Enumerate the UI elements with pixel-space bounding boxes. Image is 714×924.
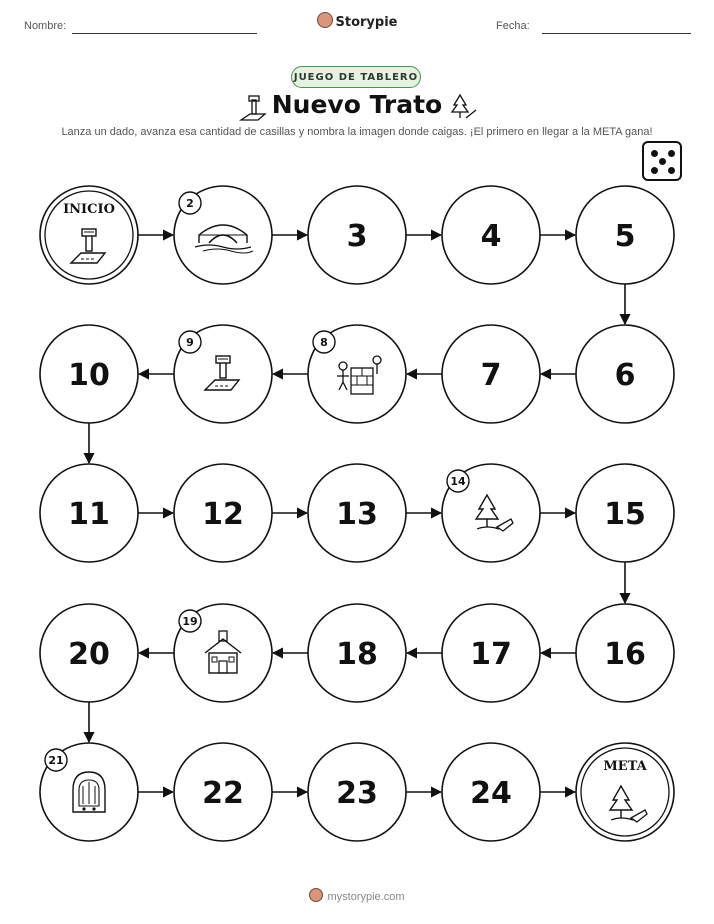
space-number: 22: [202, 776, 244, 811]
space-number: 4: [480, 219, 502, 254]
footer: [0, 888, 714, 903]
game-type-badge: JUEGO DE TABLERO: [291, 66, 421, 88]
space-number: 19: [182, 615, 198, 628]
space-number: 18: [336, 637, 378, 672]
space-number: 20: [68, 637, 110, 672]
space-number: 11: [68, 497, 110, 532]
space-number: 8: [320, 336, 328, 349]
space-number: 13: [336, 497, 378, 532]
brand-name: Storypie: [335, 15, 398, 30]
space-number: 14: [450, 475, 466, 488]
instructions: Lanza un dado, avanza esa cantidad de casillas y nombra la imagen donde caigas. ¡El primero en llegar a la META gana!: [61, 126, 653, 138]
space-number: 10: [68, 358, 110, 393]
name-label: Nombre:: [24, 20, 67, 32]
footer-url: mystorypie.com: [327, 891, 405, 903]
finish-label: META: [603, 759, 647, 774]
space-number: 24: [470, 776, 512, 811]
page-title: Nuevo Trato: [271, 90, 443, 119]
space-number: 5: [614, 219, 636, 254]
space-number: 2: [186, 197, 194, 210]
space-number: 12: [202, 497, 244, 532]
space-number: 6: [614, 358, 636, 393]
space-number: 17: [470, 637, 512, 672]
start-label: INICIO: [63, 202, 115, 217]
space-number: 3: [346, 219, 368, 254]
space-number: 21: [48, 754, 64, 767]
date-label: Fecha:: [496, 20, 530, 32]
space-number: 15: [604, 497, 646, 532]
space-number: 16: [604, 637, 646, 672]
space-number: 7: [480, 358, 502, 393]
space-number: 9: [186, 336, 194, 349]
bear-icon: [309, 888, 323, 902]
space-number: 23: [336, 776, 378, 811]
